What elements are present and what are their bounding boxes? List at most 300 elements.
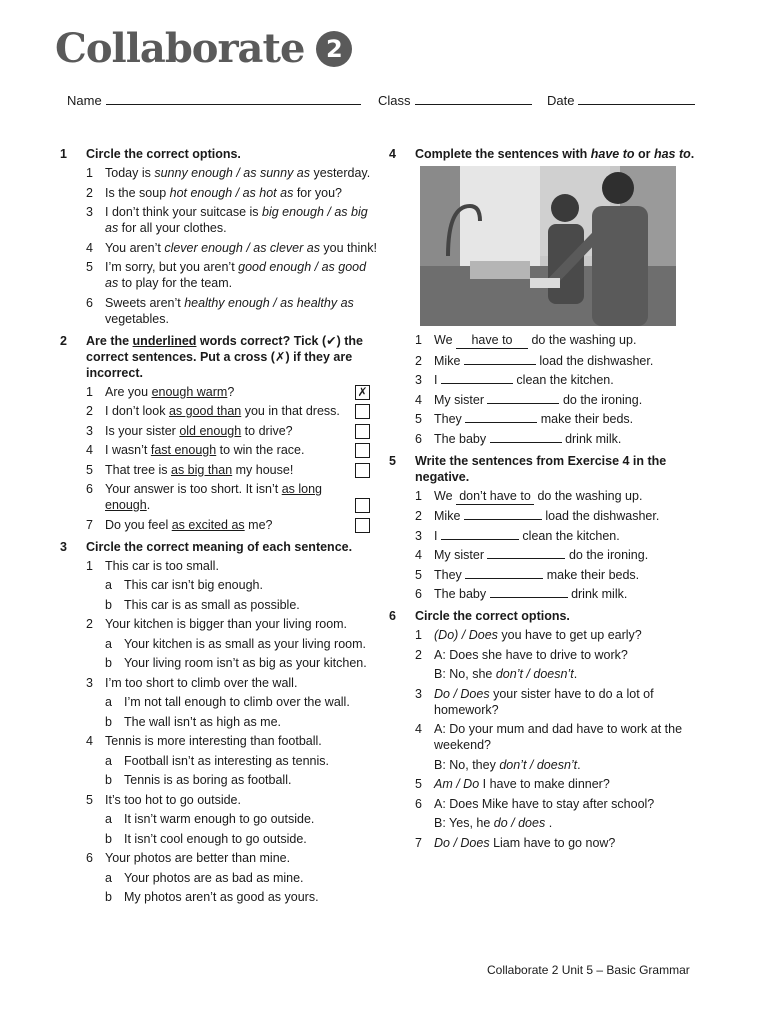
item-number: 2 bbox=[415, 647, 422, 662]
item-number: 1 bbox=[86, 166, 93, 180]
kitchen-photo bbox=[420, 166, 676, 326]
item-text bbox=[105, 423, 380, 439]
sentence-text: The baby bbox=[434, 587, 490, 601]
exercise-item bbox=[60, 462, 380, 478]
dialogue-line bbox=[389, 757, 709, 773]
item-number: 1 bbox=[86, 384, 93, 399]
sentence-text: drink milk. bbox=[561, 431, 622, 446]
item-number: 3 bbox=[86, 423, 93, 438]
exercise-item bbox=[60, 850, 380, 866]
exercise-4-heading bbox=[389, 146, 709, 162]
exercise-item bbox=[60, 259, 380, 291]
collaborate-logo bbox=[55, 24, 352, 74]
exercise-2-heading bbox=[60, 333, 380, 381]
option-letter: b bbox=[105, 656, 112, 670]
sentence-text: That tree is bbox=[105, 462, 171, 477]
meaning-option[interactable] bbox=[60, 694, 380, 710]
date-line[interactable] bbox=[578, 92, 695, 105]
sentence-text: ? bbox=[227, 384, 235, 399]
exercise-1-heading bbox=[60, 146, 380, 162]
sentence-text: to drive? bbox=[241, 423, 293, 438]
item-number: 6 bbox=[415, 796, 422, 811]
sentence-text: A: Does Mike have to stay after school? bbox=[434, 796, 655, 811]
item-number: 3 bbox=[415, 686, 422, 701]
answer-blank[interactable]: have to bbox=[456, 332, 528, 349]
item-text: Tennis is more interesting than football. bbox=[105, 734, 322, 748]
item-number: 2 bbox=[86, 185, 93, 200]
item-text bbox=[105, 442, 380, 458]
instruction-text: Complete the sentences with bbox=[415, 147, 591, 161]
meaning-option[interactable] bbox=[60, 753, 380, 769]
circle-options[interactable]: healthy enough / as healthy as bbox=[184, 295, 354, 310]
class-field[interactable] bbox=[378, 92, 532, 108]
exercise-item bbox=[389, 567, 709, 583]
item-text bbox=[105, 295, 380, 327]
item-number: 3 bbox=[415, 528, 422, 543]
item-number: 5 bbox=[415, 777, 422, 791]
sentence-text: yesterday. bbox=[310, 166, 371, 180]
class-label: Class bbox=[378, 93, 411, 108]
option-letter: b bbox=[105, 714, 112, 729]
item-number: 5 bbox=[86, 260, 93, 274]
exercise-number: 6 bbox=[389, 609, 396, 623]
sentence-text: My sister bbox=[434, 548, 488, 562]
sentence-text: Are you bbox=[105, 384, 152, 399]
class-line[interactable] bbox=[415, 92, 532, 105]
answer-blank[interactable] bbox=[487, 403, 559, 404]
item-number: 6 bbox=[86, 482, 93, 496]
sentence-text: They bbox=[434, 567, 466, 582]
exercise-item bbox=[389, 835, 709, 851]
item-number: 7 bbox=[86, 517, 93, 532]
item-text: Your kitchen is bigger than your living room. bbox=[105, 617, 348, 631]
sentence-text: your sister have to do a lot of homework? bbox=[434, 686, 654, 717]
option-text: I’m not tall enough to climb over the wall. bbox=[124, 695, 350, 709]
circle-options[interactable]: sunny enough / as sunny as bbox=[154, 166, 311, 180]
exercise-instruction: Circle the correct options. bbox=[415, 609, 570, 623]
exercise-item bbox=[389, 776, 709, 792]
item-number: 5 bbox=[415, 567, 422, 582]
meaning-option[interactable] bbox=[60, 772, 380, 788]
meaning-option[interactable] bbox=[60, 577, 380, 593]
answer-blank[interactable] bbox=[490, 597, 568, 598]
exercise-item bbox=[389, 796, 709, 812]
sentence-text: load the dishwasher. bbox=[535, 353, 654, 368]
option-text: Tennis is as boring as football. bbox=[124, 773, 292, 787]
exercise-item bbox=[60, 616, 380, 632]
kitchen-photo-illustration bbox=[420, 166, 676, 326]
exercise-item bbox=[60, 733, 380, 749]
exercise-item bbox=[389, 392, 709, 408]
answer-blank[interactable]: don’t have to bbox=[456, 488, 534, 505]
sentence-text: I bbox=[434, 528, 441, 543]
sentence-text: . bbox=[545, 816, 553, 830]
sentence-text: We bbox=[434, 488, 456, 503]
sentence-text: I bbox=[434, 373, 441, 387]
sentence-text: A: Does she have to drive to work? bbox=[434, 647, 628, 662]
sentence-text: you in that dress. bbox=[241, 404, 340, 418]
instruction-text: ) if they are incorrect. bbox=[86, 349, 353, 380]
item-text bbox=[105, 403, 380, 419]
item-number: 4 bbox=[415, 392, 422, 407]
sentence-text: Sweets aren’t bbox=[105, 295, 185, 310]
exercise-item bbox=[389, 647, 709, 663]
item-text bbox=[434, 488, 709, 505]
sentence-text: for all your clothes. bbox=[118, 221, 227, 235]
sentence-text: drink milk. bbox=[567, 587, 628, 601]
item-text bbox=[434, 332, 709, 349]
option-text: The wall isn’t as high as me. bbox=[124, 714, 282, 729]
instruction-text: words correct? Tick (✔) the correct sentences. Put a cross ( bbox=[86, 333, 363, 364]
sentence-text: do the washing up. bbox=[534, 488, 643, 503]
date-label: Date bbox=[547, 93, 575, 108]
underlined-words: fast enough bbox=[150, 443, 217, 457]
sentence-text: . bbox=[577, 757, 581, 772]
sentence-text: do the ironing. bbox=[565, 548, 649, 562]
option-letter: a bbox=[105, 753, 112, 768]
item-number: 3 bbox=[415, 373, 422, 387]
instruction-text: or bbox=[634, 147, 654, 161]
exercise-item bbox=[60, 558, 380, 574]
exercise-item bbox=[389, 721, 709, 753]
option-letter: a bbox=[105, 636, 112, 651]
sentence-text: B: Yes, he bbox=[434, 816, 494, 830]
item-number: 4 bbox=[86, 734, 93, 748]
sentence-text: do the washing up. bbox=[528, 333, 637, 347]
option-text: This car isn’t big enough. bbox=[124, 578, 263, 592]
option-text: It isn’t warm enough to go outside. bbox=[124, 812, 315, 826]
sentence-text: A: Do your mum and dad have to work at the weekend? bbox=[434, 722, 683, 752]
exercise-6 bbox=[389, 608, 709, 851]
answer-checkbox[interactable] bbox=[355, 463, 370, 478]
exercise-5 bbox=[389, 453, 709, 603]
item-text bbox=[434, 667, 577, 681]
sentence-text: do the ironing. bbox=[559, 392, 643, 407]
item-text bbox=[434, 776, 709, 792]
option-text: This car is as small as possible. bbox=[124, 597, 300, 612]
answer-checkbox[interactable] bbox=[355, 443, 370, 458]
exercise-item bbox=[389, 431, 709, 447]
sentence-text: . bbox=[573, 667, 578, 681]
exercise-number: 5 bbox=[389, 453, 396, 468]
instruction-text: . bbox=[690, 147, 695, 161]
item-text bbox=[105, 481, 380, 513]
exercise-2 bbox=[60, 333, 380, 533]
meaning-option[interactable] bbox=[60, 714, 380, 730]
circle-options[interactable]: don’t / doesn’t bbox=[499, 757, 578, 772]
exercise-instruction bbox=[86, 333, 380, 381]
exercise-instruction bbox=[415, 146, 709, 162]
item-number: 1 bbox=[415, 628, 422, 642]
exercise-item bbox=[389, 372, 709, 388]
item-text bbox=[434, 721, 709, 753]
sentence-text: Do you feel bbox=[105, 517, 172, 532]
option-text: Football isn’t as interesting as tennis. bbox=[124, 753, 329, 768]
exercise-item bbox=[389, 411, 709, 427]
exercise-item bbox=[60, 792, 380, 808]
sentence-text: clean the kitchen. bbox=[512, 373, 614, 387]
sentence-text: load the dishwasher. bbox=[541, 509, 660, 523]
item-number: 2 bbox=[86, 617, 93, 631]
sentence-text: They bbox=[434, 412, 466, 426]
item-text bbox=[434, 508, 709, 524]
dialogue-line bbox=[389, 815, 709, 831]
exercise-item bbox=[60, 204, 380, 236]
item-text bbox=[105, 165, 380, 181]
item-text bbox=[105, 259, 380, 291]
meaning-option[interactable] bbox=[60, 636, 380, 652]
exercise-item bbox=[389, 586, 709, 602]
exercise-4 bbox=[389, 146, 709, 447]
item-number: 4 bbox=[415, 722, 422, 736]
option-letter: b bbox=[105, 831, 112, 846]
item-text bbox=[434, 586, 709, 602]
exercise-item bbox=[60, 442, 380, 458]
exercise-1 bbox=[60, 146, 380, 327]
option-letter: a bbox=[105, 812, 112, 826]
item-number: 3 bbox=[86, 205, 93, 219]
underlined-words: as big than bbox=[171, 462, 233, 477]
item-number: 6 bbox=[86, 295, 93, 310]
item-text bbox=[434, 392, 709, 408]
name-field[interactable] bbox=[67, 92, 361, 108]
meaning-option[interactable] bbox=[60, 889, 380, 905]
sentence-text: Is the soup bbox=[105, 185, 170, 200]
item-text bbox=[105, 240, 380, 256]
answer-blank[interactable] bbox=[490, 442, 562, 443]
item-text bbox=[434, 816, 552, 830]
sentence-text: B: No, she bbox=[434, 667, 496, 681]
option-text: Your kitchen is as small as your living room. bbox=[124, 636, 366, 651]
meaning-option[interactable] bbox=[60, 655, 380, 671]
sentence-text: I don’t look bbox=[105, 404, 169, 418]
sentence-text: to win the race. bbox=[216, 443, 305, 457]
exercise-item bbox=[60, 423, 380, 439]
circle-options[interactable]: Do / Does bbox=[434, 686, 490, 701]
circle-options[interactable]: big enough / as big as bbox=[105, 205, 368, 235]
option-letter: b bbox=[105, 773, 112, 787]
answer-checkbox[interactable] bbox=[355, 518, 370, 533]
item-number: 7 bbox=[415, 835, 422, 850]
circle-options[interactable]: (Do) / Does bbox=[434, 628, 498, 642]
answer-blank[interactable] bbox=[441, 539, 519, 540]
option-text: Your living room isn’t as big as your kitchen. bbox=[124, 656, 367, 670]
footer-text: Collaborate 2 Unit 5 – Basic Grammar bbox=[487, 963, 690, 977]
sentence-text: The baby bbox=[434, 431, 490, 446]
item-text: Your photos are better than mine. bbox=[105, 851, 291, 865]
exercise-item bbox=[60, 240, 380, 256]
item-number: 3 bbox=[86, 675, 93, 690]
logo-text: Collaborate bbox=[55, 25, 305, 72]
sentence-text: We bbox=[434, 333, 456, 347]
meaning-option[interactable] bbox=[60, 811, 380, 827]
item-text bbox=[105, 462, 380, 478]
item-text bbox=[434, 411, 709, 427]
item-text bbox=[105, 517, 380, 533]
item-number: 5 bbox=[86, 792, 93, 807]
item-number: 4 bbox=[415, 548, 422, 562]
underlined-words: enough warm bbox=[151, 384, 228, 399]
answer-blank[interactable] bbox=[465, 422, 537, 423]
item-text bbox=[105, 384, 380, 400]
exercise-number: 3 bbox=[60, 539, 67, 554]
exercise-6-heading bbox=[389, 608, 709, 624]
item-text bbox=[434, 758, 581, 772]
sentence-text: Mike bbox=[434, 509, 464, 523]
answer-checkbox[interactable] bbox=[355, 424, 370, 439]
sentence-text: you have to get up early? bbox=[497, 628, 642, 642]
item-text bbox=[434, 528, 709, 544]
sentence-text: clean the kitchen. bbox=[518, 528, 620, 543]
option-letter: b bbox=[105, 890, 112, 904]
instruction-italic: have to bbox=[590, 147, 635, 161]
exercise-item bbox=[389, 488, 709, 505]
item-number: 1 bbox=[415, 488, 422, 503]
instruction-text: Are the bbox=[86, 333, 133, 348]
item-text bbox=[434, 567, 709, 583]
exercise-item bbox=[60, 403, 380, 419]
right-column bbox=[389, 146, 709, 857]
item-number: 1 bbox=[86, 558, 93, 573]
left-column bbox=[60, 146, 380, 911]
sentence-text: I wasn’t bbox=[105, 443, 151, 457]
circle-options[interactable]: good enough / as good as bbox=[105, 260, 367, 290]
item-number: 2 bbox=[415, 509, 422, 523]
item-text: It’s too hot to go outside. bbox=[105, 792, 241, 807]
meaning-option[interactable] bbox=[60, 597, 380, 613]
sentence-text: Your answer is too short. It isn’t bbox=[105, 482, 282, 496]
exercise-item bbox=[60, 384, 380, 400]
exercise-instruction: Circle the correct options. bbox=[86, 147, 241, 161]
item-number: 6 bbox=[415, 587, 422, 601]
option-text: Your photos are as bad as mine. bbox=[124, 870, 304, 885]
exercise-5-heading bbox=[389, 453, 709, 485]
option-text: It isn’t cool enough to go outside. bbox=[124, 831, 307, 846]
sentence-text: vegetables. bbox=[105, 311, 169, 326]
answer-blank[interactable] bbox=[464, 364, 536, 365]
exercise-number: 2 bbox=[60, 333, 67, 348]
answer-blank[interactable] bbox=[464, 519, 542, 520]
exercise-item bbox=[389, 547, 709, 563]
exercise-item bbox=[389, 528, 709, 544]
item-text bbox=[434, 796, 709, 812]
exercise-item bbox=[389, 686, 709, 718]
item-text bbox=[434, 353, 709, 369]
exercise-item bbox=[389, 332, 709, 349]
circle-options[interactable]: do / does bbox=[493, 816, 546, 830]
item-text bbox=[434, 647, 709, 663]
name-label: Name bbox=[67, 93, 102, 108]
exercise-3 bbox=[60, 539, 380, 906]
sentence-text: You aren’t bbox=[105, 240, 165, 255]
meaning-option[interactable] bbox=[60, 870, 380, 886]
sentence-text: make their beds. bbox=[537, 412, 634, 426]
exercise-3-heading bbox=[60, 539, 380, 555]
sentence-text: B: No, they bbox=[434, 757, 500, 772]
exercise-item bbox=[60, 185, 380, 201]
sentence-text: to play for the team. bbox=[118, 276, 233, 290]
sentence-text: . bbox=[146, 498, 151, 512]
sentence-text: I have to make dinner? bbox=[479, 777, 610, 791]
sentence-text: My sister bbox=[434, 392, 488, 407]
sentence-text: Is your sister bbox=[105, 423, 180, 438]
item-text bbox=[434, 431, 709, 447]
circle-options[interactable]: hot enough / as hot as bbox=[169, 185, 294, 200]
logo-level-badge: 2 bbox=[316, 31, 352, 67]
exercise-item bbox=[389, 627, 709, 643]
item-number: 6 bbox=[415, 431, 422, 446]
item-number: 4 bbox=[86, 240, 93, 255]
sentence-text: I don’t think your suitcase is bbox=[105, 205, 263, 219]
sentence-text: you think! bbox=[319, 240, 377, 255]
sentence-text: me? bbox=[244, 517, 273, 532]
item-number: 2 bbox=[415, 353, 422, 368]
sentence-text: my house! bbox=[232, 462, 294, 477]
underlined-words: as long enough bbox=[105, 482, 323, 512]
answer-blank[interactable] bbox=[441, 383, 513, 384]
option-text: My photos aren’t as good as yours. bbox=[124, 890, 319, 904]
item-number: 5 bbox=[86, 462, 93, 477]
answer-blank[interactable] bbox=[465, 578, 543, 579]
option-letter: a bbox=[105, 695, 112, 709]
item-number: 4 bbox=[86, 443, 93, 457]
underlined-words: as good than bbox=[168, 404, 242, 418]
exercise-instruction: Write the sentences from Exercise 4 in the negative. bbox=[415, 453, 667, 484]
answer-blank[interactable] bbox=[487, 558, 565, 559]
item-text bbox=[434, 627, 709, 643]
circle-options[interactable]: clever enough / as clever as bbox=[164, 240, 320, 255]
option-letter: a bbox=[105, 578, 112, 592]
circle-options[interactable]: Am / Do bbox=[434, 777, 480, 791]
exercise-item bbox=[60, 295, 380, 327]
exercise-item bbox=[60, 481, 380, 513]
circle-options[interactable]: don’t / doesn’t bbox=[495, 667, 574, 681]
item-number: 2 bbox=[86, 404, 93, 418]
exercise-item bbox=[389, 508, 709, 524]
sentence-text: Mike bbox=[434, 353, 464, 368]
item-text: This car is too small. bbox=[105, 558, 219, 573]
item-number: 5 bbox=[415, 412, 422, 426]
option-letter: b bbox=[105, 597, 112, 612]
exercise-item bbox=[60, 165, 380, 181]
exercise-item bbox=[389, 353, 709, 369]
underlined-words: old enough bbox=[179, 423, 242, 438]
exercise-number: 1 bbox=[60, 147, 67, 161]
option-letter: a bbox=[105, 870, 112, 885]
exercise-item bbox=[60, 675, 380, 691]
item-text: I’m too short to climb over the wall. bbox=[105, 675, 298, 690]
answer-checkbox[interactable] bbox=[355, 498, 370, 513]
circle-options[interactable]: Do / Does bbox=[434, 835, 490, 850]
item-text bbox=[105, 185, 380, 201]
item-text bbox=[434, 372, 709, 388]
sentence-text: I’m sorry, but you aren’t bbox=[105, 260, 239, 274]
cross-symbol: ✗ bbox=[274, 349, 286, 364]
exercise-number: 4 bbox=[389, 147, 396, 161]
exercise-instruction: Circle the correct meaning of each sentence. bbox=[86, 539, 353, 554]
item-text bbox=[434, 686, 709, 718]
date-field[interactable] bbox=[547, 92, 695, 108]
answer-checkbox[interactable] bbox=[355, 404, 370, 419]
answer-checkbox[interactable]: ✗ bbox=[355, 385, 370, 400]
sentence-text: Today is bbox=[105, 166, 155, 180]
exercise-item bbox=[60, 517, 380, 533]
dialogue-line bbox=[389, 666, 709, 682]
meaning-option[interactable] bbox=[60, 831, 380, 847]
underlined-words: as excited as bbox=[171, 517, 245, 532]
item-text bbox=[434, 547, 709, 563]
name-line[interactable] bbox=[106, 92, 361, 105]
